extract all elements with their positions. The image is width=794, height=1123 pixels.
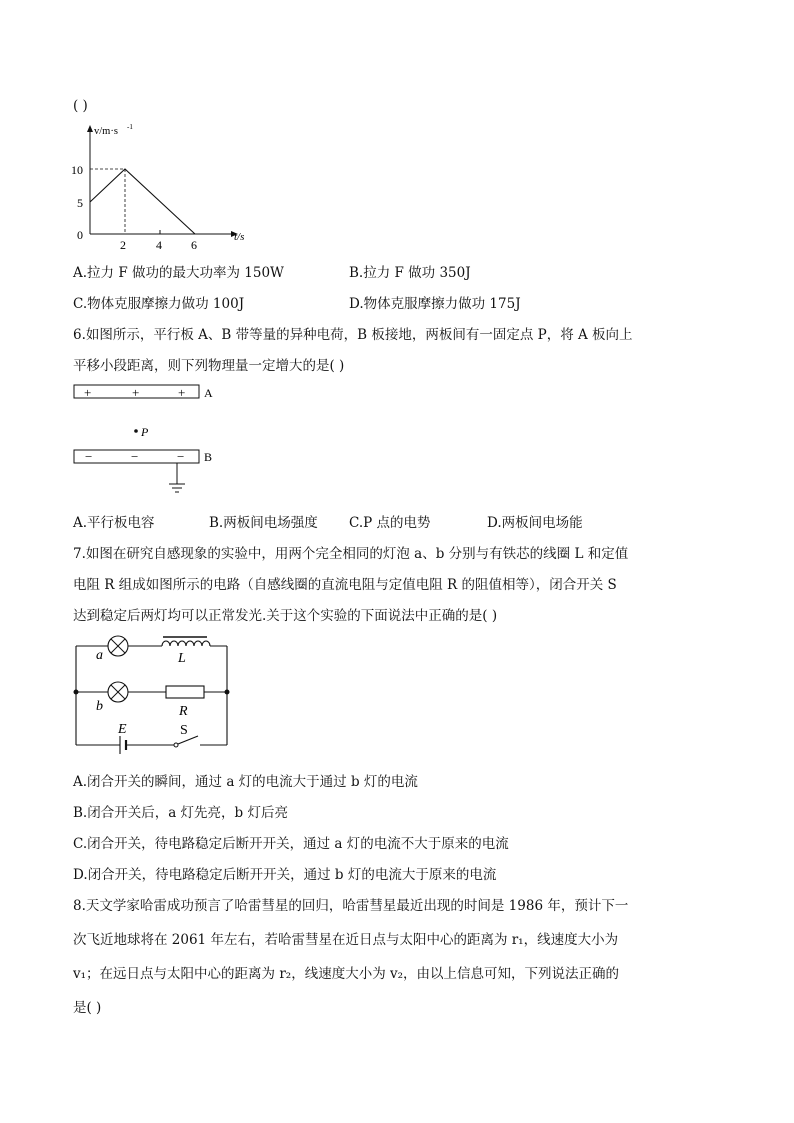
coil-l xyxy=(162,641,210,646)
q7-option-d: D.闭合开关，待电路稳定后断开开关，通过 b 灯的电流大于原来的电流 xyxy=(73,867,497,883)
q5-option-d: D.物体克服摩擦力做功 175J xyxy=(349,296,521,312)
q6-stem-line1: 6.如图所示，平行板 A、B 带等量的异种电荷，B 板接地，两板间有一固定点 P，将 A 板向上 xyxy=(73,327,633,343)
q5-option-b: B.拉力 F 做功 350J xyxy=(349,265,471,281)
q6-capacitor-figure xyxy=(70,378,230,502)
plate-a-sign-1: + xyxy=(84,385,92,400)
q5-stem-tail: ( ) xyxy=(73,98,88,114)
q5-option-c: C.物体克服摩擦力做功 100J xyxy=(73,296,245,312)
q7-stem-line2: 电阻 R 组成如图所示的电路（自感线圈的直流电阻与定值电阻 R 的阻值相等），闭合开关 S xyxy=(73,577,617,593)
y-axis-label-sup: -1 xyxy=(127,123,133,131)
label-b: b xyxy=(96,699,103,714)
plate-a-sign-3: + xyxy=(178,385,186,400)
q8-stem-line4: 是( ) xyxy=(73,1000,102,1016)
y-axis-arrow xyxy=(87,125,93,132)
q6-option-c: C.P 点的电势 xyxy=(349,515,431,531)
point-p-label: P xyxy=(141,425,149,439)
x-axis-label: t/s xyxy=(234,231,245,243)
q7-option-b: B.闭合开关后，a 灯先亮，b 灯后亮 xyxy=(73,805,288,821)
q6-option-a: A.平行板电容 xyxy=(73,515,155,531)
label-a: a xyxy=(96,648,103,663)
y-tick-5: 5 xyxy=(77,196,83,210)
label-e: E xyxy=(118,722,127,737)
label-r: R xyxy=(179,704,188,719)
label-s: S xyxy=(180,723,188,738)
q7-circuit-figure xyxy=(70,630,240,755)
q7-option-a: A.闭合开关的瞬间，通过 a 灯的电流大于通过 b 灯的电流 xyxy=(73,774,418,790)
q6-stem-line2: 平移小段距离，则下列物理量一定增大的是( ) xyxy=(73,358,345,374)
q8-stem-line3: v₁；在远日点与太阳中心的距离为 r₂，线速度大小为 v₂，由以上信息可知，下列说法正确的 xyxy=(73,966,620,982)
x-tick-4: 4 xyxy=(156,238,162,252)
y-tick-0: 0 xyxy=(77,228,83,242)
plate-b-label: B xyxy=(204,450,213,464)
point-p-dot xyxy=(134,429,138,433)
q5-vt-graph xyxy=(70,122,260,254)
plate-b-sign-3: − xyxy=(177,449,185,464)
y-tick-10: 10 xyxy=(71,163,83,177)
q6-option-b: B.两板间电场强度 xyxy=(209,515,318,531)
resistor-r xyxy=(166,686,204,698)
plate-a-label: A xyxy=(204,386,213,400)
q7-option-c: C.闭合开关，待电路稳定后断开开关，通过 a 灯的电流不大于原来的电流 xyxy=(73,836,509,852)
q8-stem-line2: 次飞近地球将在 2061 年左右，若哈雷彗星在近日点与太阳中心的距离为 r₁，线速度大小为 xyxy=(73,932,619,948)
plate-b-sign-1: − xyxy=(85,449,93,464)
y-axis-label: v/m·s xyxy=(94,126,118,137)
label-l: L xyxy=(178,651,186,666)
plate-b-sign-2: − xyxy=(131,449,139,464)
velocity-line xyxy=(90,169,195,234)
switch-pivot xyxy=(174,743,178,747)
q5-option-a: A.拉力 F 做功的最大功率为 150W xyxy=(73,265,284,281)
q8-stem-line1: 8.天文学家哈雷成功预言了哈雷彗星的回归，哈雷彗星最近出现的时间是 1986 年，预计下一 xyxy=(73,898,629,914)
q6-option-d: D.两板间电场能 xyxy=(487,515,583,531)
x-tick-2: 2 xyxy=(120,238,126,252)
q7-stem-line3: 达到稳定后两灯均可以正常发光.关于这个实验的下面说法中正确的是( ) xyxy=(73,608,498,624)
plate-a-sign-2: + xyxy=(132,385,140,400)
q7-stem-line1: 7.如图在研究自感现象的实验中，用两个完全相同的灯泡 a、b 分别与有铁芯的线圈 L 和定值 xyxy=(73,546,629,562)
x-tick-6: 6 xyxy=(191,238,197,252)
